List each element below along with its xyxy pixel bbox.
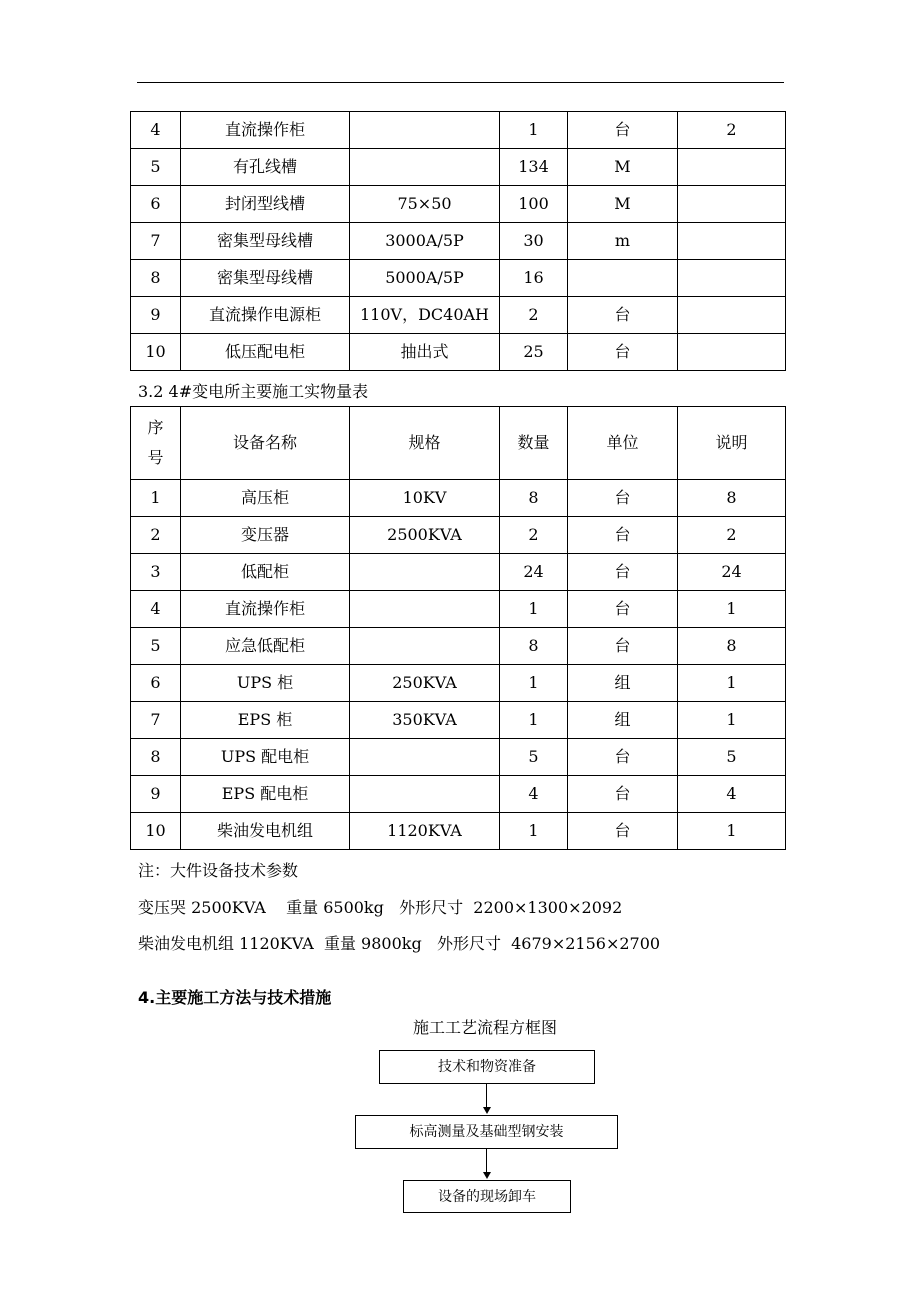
- table-cell: 8: [131, 260, 181, 297]
- table-cell: 4: [500, 776, 568, 813]
- table-cell: 直流操作电源柜: [181, 297, 350, 334]
- table-cell: 2: [131, 517, 181, 554]
- header-note: 说明: [678, 407, 786, 480]
- flow-step-2: 标高测量及基础型钢安装: [355, 1115, 618, 1149]
- table-cell: 密集型母线槽: [181, 260, 350, 297]
- table-row: [131, 112, 786, 149]
- table-cell: 1: [678, 813, 786, 850]
- table-cell: 封闭型线槽: [181, 186, 350, 223]
- table-cell: 10: [131, 334, 181, 371]
- table-cell: M: [568, 186, 678, 223]
- table-cell: 10: [131, 813, 181, 850]
- table-cell: 8: [500, 628, 568, 665]
- transformer-params: 变压哭 2500KVA 重量 6500kg 外形尺寸 2200×1300×2092: [138, 898, 623, 917]
- table-cell: 6: [131, 186, 181, 223]
- table-cell: 2: [500, 297, 568, 334]
- table-cell: 直流操作柜: [181, 112, 350, 149]
- table-cell: 1: [500, 813, 568, 850]
- table-cell: 16: [500, 260, 568, 297]
- header-qty: 数量: [500, 407, 568, 480]
- table-cell: [350, 554, 500, 591]
- table-row: [131, 260, 786, 297]
- table-cell: 24: [500, 554, 568, 591]
- table-cell: 5: [131, 149, 181, 186]
- table-cell: [350, 739, 500, 776]
- table-cell: 4: [131, 591, 181, 628]
- table-cell: 30: [500, 223, 568, 260]
- table-cell: 台: [568, 480, 678, 517]
- table-cell: 1120KVA: [350, 813, 500, 850]
- table-cell: 台: [568, 776, 678, 813]
- table-cell: [678, 186, 786, 223]
- flow-arrow-1: [483, 1107, 491, 1114]
- table-cell: 密集型母线槽: [181, 223, 350, 260]
- table-cell: 250KVA: [350, 665, 500, 702]
- table-cell: 1: [678, 591, 786, 628]
- table-row: [131, 149, 786, 186]
- table-cell: EPS 配电柜: [181, 776, 350, 813]
- table-cell: [678, 260, 786, 297]
- table-cell: 1: [500, 591, 568, 628]
- header-seq: 序 号: [131, 407, 181, 480]
- table-row: [131, 628, 786, 665]
- table-cell: 变压器: [181, 517, 350, 554]
- table-cell: 低压配电柜: [181, 334, 350, 371]
- header-name: 设备名称: [181, 407, 350, 480]
- table-cell: 8: [131, 739, 181, 776]
- flow-arrow-2: [483, 1172, 491, 1179]
- table-row: [131, 665, 786, 702]
- table-row: [131, 334, 786, 371]
- header-unit: 单位: [568, 407, 678, 480]
- substation-quantity-table: [130, 406, 786, 850]
- table-cell: [678, 334, 786, 371]
- table-cell: 台: [568, 591, 678, 628]
- table-cell: 8: [500, 480, 568, 517]
- table-cell: [678, 297, 786, 334]
- table-cell: [350, 628, 500, 665]
- table-cell: [568, 260, 678, 297]
- table-cell: 2500KVA: [350, 517, 500, 554]
- table-cell: 8: [678, 480, 786, 517]
- table-cell: 台: [568, 517, 678, 554]
- table-cell: 直流操作柜: [181, 591, 350, 628]
- table-cell: [350, 591, 500, 628]
- table-row: [131, 517, 786, 554]
- table-cell: 1: [131, 480, 181, 517]
- table-cell: [678, 223, 786, 260]
- header-spec: 规格: [350, 407, 500, 480]
- table-cell: 5: [678, 739, 786, 776]
- table-row: [131, 186, 786, 223]
- table-cell: [350, 112, 500, 149]
- header-rule: [137, 82, 784, 83]
- table-cell: 2: [500, 517, 568, 554]
- table-row: [131, 813, 786, 850]
- table-cell: 24: [678, 554, 786, 591]
- table-cell: 7: [131, 702, 181, 739]
- section-title: 3.2 4#变电所主要施工实物量表: [138, 382, 369, 401]
- table-cell: UPS 柜: [181, 665, 350, 702]
- table-cell: 台: [568, 739, 678, 776]
- table-cell: 4: [678, 776, 786, 813]
- table-row: [131, 297, 786, 334]
- table-cell: 1: [500, 112, 568, 149]
- table-row: [131, 702, 786, 739]
- table-cell: 350KVA: [350, 702, 500, 739]
- table-cell: 2: [678, 517, 786, 554]
- table-cell: 高压柜: [181, 480, 350, 517]
- table-cell: 2: [678, 112, 786, 149]
- table-cell: 5: [131, 628, 181, 665]
- flow-connector-1: [486, 1084, 487, 1108]
- table-cell: 组: [568, 702, 678, 739]
- table-cell: 1: [500, 702, 568, 739]
- table-cell: 柴油发电机组: [181, 813, 350, 850]
- table-cell: 4: [131, 112, 181, 149]
- table-cell: 1: [678, 702, 786, 739]
- table-cell: 台: [568, 628, 678, 665]
- table-cell: 应急低配柜: [181, 628, 350, 665]
- table-cell: 25: [500, 334, 568, 371]
- table-cell: 3: [131, 554, 181, 591]
- table-cell: m: [568, 223, 678, 260]
- table-cell: 6: [131, 665, 181, 702]
- table-cell: 台: [568, 297, 678, 334]
- table-cell: EPS 柜: [181, 702, 350, 739]
- table-header-row: [131, 407, 786, 480]
- table-cell: [678, 149, 786, 186]
- table-cell: 组: [568, 665, 678, 702]
- table-cell: [350, 149, 500, 186]
- table-cell: 75×50: [350, 186, 500, 223]
- table-cell: 7: [131, 223, 181, 260]
- generator-params: 柴油发电机组 1120KVA 重量 9800kg 外形尺寸 4679×2156×2700: [138, 934, 661, 953]
- table-cell: 9: [131, 297, 181, 334]
- notes-title: 注：大件设备技术参数: [138, 861, 299, 880]
- table-row: [131, 223, 786, 260]
- table-cell: 台: [568, 334, 678, 371]
- table-cell: 134: [500, 149, 568, 186]
- table-cell: [350, 776, 500, 813]
- flow-connector-2: [486, 1149, 487, 1173]
- equipment-table-continued: [130, 111, 786, 371]
- table-cell: M: [568, 149, 678, 186]
- flow-step-1: 技术和物资准备: [379, 1050, 595, 1084]
- flowchart-title: 施工工艺流程方框图: [412, 1018, 557, 1037]
- table-cell: 有孔线槽: [181, 149, 350, 186]
- table-cell: 台: [568, 112, 678, 149]
- table-row: [131, 591, 786, 628]
- table-cell: 3000A/5P: [350, 223, 500, 260]
- table-row: [131, 739, 786, 776]
- table-row: [131, 554, 786, 591]
- table-row: [131, 480, 786, 517]
- table-cell: 110V，DC40AH: [350, 297, 500, 334]
- table-cell: 100: [500, 186, 568, 223]
- table-cell: 10KV: [350, 480, 500, 517]
- table-cell: 1: [678, 665, 786, 702]
- section-4-heading: 4.主要施工方法与技术措施: [138, 988, 332, 1007]
- table-cell: 5000A/5P: [350, 260, 500, 297]
- table-cell: 1: [500, 665, 568, 702]
- table-cell: 台: [568, 813, 678, 850]
- table-cell: 低配柜: [181, 554, 350, 591]
- flow-step-3: 设备的现场卸车: [403, 1180, 571, 1213]
- table-cell: 9: [131, 776, 181, 813]
- table-cell: 抽出式: [350, 334, 500, 371]
- table-cell: 5: [500, 739, 568, 776]
- table-cell: 台: [568, 554, 678, 591]
- table-row: [131, 776, 786, 813]
- table-cell: UPS 配电柜: [181, 739, 350, 776]
- table-cell: 8: [678, 628, 786, 665]
